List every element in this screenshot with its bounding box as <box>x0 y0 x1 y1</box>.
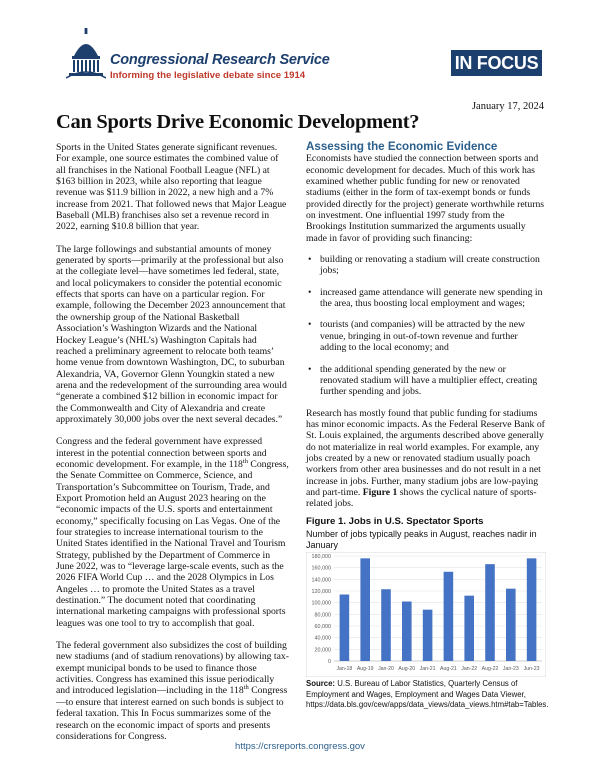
jobs-bar-chart <box>306 552 546 677</box>
list-item: • tourists (and companies) will be attracted by the new venue, bringing in out-of-town revenue and further adding to the local economy; and <box>306 319 546 353</box>
x-tick-label: Aug-22 <box>481 666 499 673</box>
paragraph <box>56 436 289 629</box>
x-tick-label: Aug-20 <box>398 666 416 673</box>
figure-title: Figure 1. Jobs in U.S. Spectator Sports <box>306 515 484 527</box>
page-title: Can Sports Drive Economic Development? <box>56 111 420 133</box>
footer-url-link[interactable]: https://crsreports.congress.gov <box>235 741 365 752</box>
bar <box>527 558 537 661</box>
bar <box>506 589 516 661</box>
list-item: • building or renovating a stadium will create construction jobs; <box>306 254 546 277</box>
paragraph-text: shows the cyclical nature of sports-related jobs. <box>306 486 537 510</box>
report-header <box>0 0 600 90</box>
paragraph-text: Research has mostly found that public funding for stadiums has minor economic impacts. As the Federal Reserve Bank of St. Louis explained, the arguments described above generally do not materialize in real world examples. For example, any jobs created by a new or renovated stadium usually poach workers from other area businesses and do not result in a net increase in jobs. Further, many stadium jobs are low-paying and part-time. <box>306 407 545 498</box>
report-date: January 17, 2024 <box>471 101 544 112</box>
paragraph-text: The federal government also subsidizes the cost of building new stadiums (and of stadium renovations) by allowing tax-exempt municipal bonds to be used to finance those activities. Congress has examined this issue periodically and introduced legislation—including in the 118 <box>56 640 289 697</box>
y-tick-label: 140,000 <box>311 577 331 584</box>
bar <box>444 572 454 661</box>
bar <box>360 558 370 661</box>
y-tick-label: 160,000 <box>311 565 331 572</box>
superscript: th <box>242 457 248 465</box>
org-name: Congressional Research Service <box>110 52 330 68</box>
bar <box>423 610 433 661</box>
paragraph-text: Congress—to ensure that interest earned on such bonds is subject to federal taxation. This In Focus summarizes some of the research on the economic impact of sports and presents considerations for Congress. <box>56 685 288 742</box>
y-tick-label: 120,000 <box>311 589 331 596</box>
capitol-dome-logo-icon <box>66 28 106 80</box>
paragraph-text: Congress, the Senate Committee on Commerce, Science, and Transportation’s Subcommittee on Tourism, Trade, and Export Promotion held an August 2023 hearing on the “economic impacts of the U.S. sports and entertainment economy,” specifically focusing on Las Vegas. One of the four strategies to increase international tourism to the United States identified in the National Travel and Tourism Strategy, published by the Department of Commerce in June 2022, was to “leverage large-scale events, such as the 2026 FIFA World Cup … and the 2028 Olympics in Los Angeles … to promote the United States as a travel destination.” The document noted that coordinating international marketing campaigns with professional sports leagues was one tool to try to accomplish that goal. <box>56 458 289 629</box>
paragraph: Economists have studied the connection between sports and economic development for decades. Much of this work has examined whether public funding for new or renovated stadiums (either in the form of tax-exempt bonds or funds provided directly for the project) generate worthwhile returns on investment. One influential 1997 study from the Brookings Institution summarized the arguments usually made in favor of providing such financing: <box>306 153 545 244</box>
list-item: • increased game attendance will generate new spending in the area, thus boosting local employment and wages; <box>306 287 546 310</box>
chart-svg <box>306 552 546 677</box>
y-tick-label: 180,000 <box>311 554 331 561</box>
org-tagline: Informing the legislative debate since 1914 <box>110 70 306 81</box>
figure-reference: Figure 1 <box>362 486 398 498</box>
bar <box>402 602 412 662</box>
bar <box>485 564 495 661</box>
x-tick-label: Jan-23 <box>502 666 519 673</box>
superscript: th <box>243 684 249 692</box>
source-label: Source: <box>306 679 336 689</box>
x-tick-label: Jan-21 <box>419 666 436 673</box>
x-tick-label: Aug-19 <box>356 666 374 673</box>
y-tick-label: 100,000 <box>311 600 331 607</box>
bar <box>340 595 350 662</box>
bullet-list <box>306 254 546 397</box>
y-tick-label: 0 <box>328 659 331 666</box>
figure-source <box>306 679 549 710</box>
paragraph-text: Congress and the federal government have expressed interest in the potential connection between sports and economic development. For example, in the 118 <box>56 436 267 470</box>
y-tick-label: 60,000 <box>314 624 331 631</box>
source-text: U.S. Bureau of Labor Statistics, Quarterly Census of Employment and Wages, Employment and Wages Data Viewer, https://data.bls.gov/cew/apps/data_views/data_views.htm#tab=Tables. <box>306 679 549 709</box>
figure-subtitle: Number of jobs typically peaks in August, reaches nadir in January <box>306 528 537 550</box>
x-tick-label: Jun-23 <box>523 666 540 673</box>
y-tick-label: 20,000 <box>314 647 331 654</box>
paragraph <box>56 640 289 742</box>
x-tick-label: Jan-18 <box>336 666 353 673</box>
x-tick-label: Aug-21 <box>440 666 457 673</box>
paragraph: The large followings and substantial amounts of money generated by sports—primarily at the professional but also at the collegiate level—have sometimes led federal, state, and local policymakers to consider the potential economic effects that sports can have on a particular region. For example, following the December 2023 announcement that the ownership group of the National Basketball Association’s Washington Wizards and the National Hockey League’s (NHL’s) Washington Capitals had reached a preliminary agreement to relocate both teams’ home venue from downtown Washington, DC, to suburban Alexandria, VA, Governor Glenn Youngkin stated a new arena and the redevelopment of the surrounding area would “generate a combined $12 billion in economic impact for the Commonwealth and City of Alexandria and create approximately 30,000 jobs over the next several decades.” <box>56 243 287 425</box>
in-focus-badge: IN FOCUS <box>451 50 542 76</box>
bar <box>381 589 391 661</box>
x-tick-label: Jan-22 <box>461 666 478 673</box>
right-column <box>306 140 549 710</box>
x-tick-label: Jan-20 <box>378 666 394 673</box>
section-heading: Assessing the Economic Evidence <box>306 140 498 153</box>
y-tick-label: 40,000 <box>314 635 331 642</box>
left-column <box>56 142 289 753</box>
paragraph: Sports in the United States generate significant revenues. For example, one source estimates the combined value of all franchises in the National Football League (NFL) at $163 billion in 2023, while also reporting that league revenue was $11.9 billion in 2022, a new high and a 7% increase from 2021. That followed news that Major League Baseball (MLB) franchises also set a revenue record in 2022, earning $10.8 billion that year. <box>56 142 287 233</box>
paragraph <box>306 408 546 510</box>
bar <box>464 596 474 661</box>
y-tick-label: 80,000 <box>314 612 331 619</box>
list-item: • the additional spending generated by the new or renovated stadium will have a multiplier effect, creating further spending and jobs. <box>306 364 546 398</box>
